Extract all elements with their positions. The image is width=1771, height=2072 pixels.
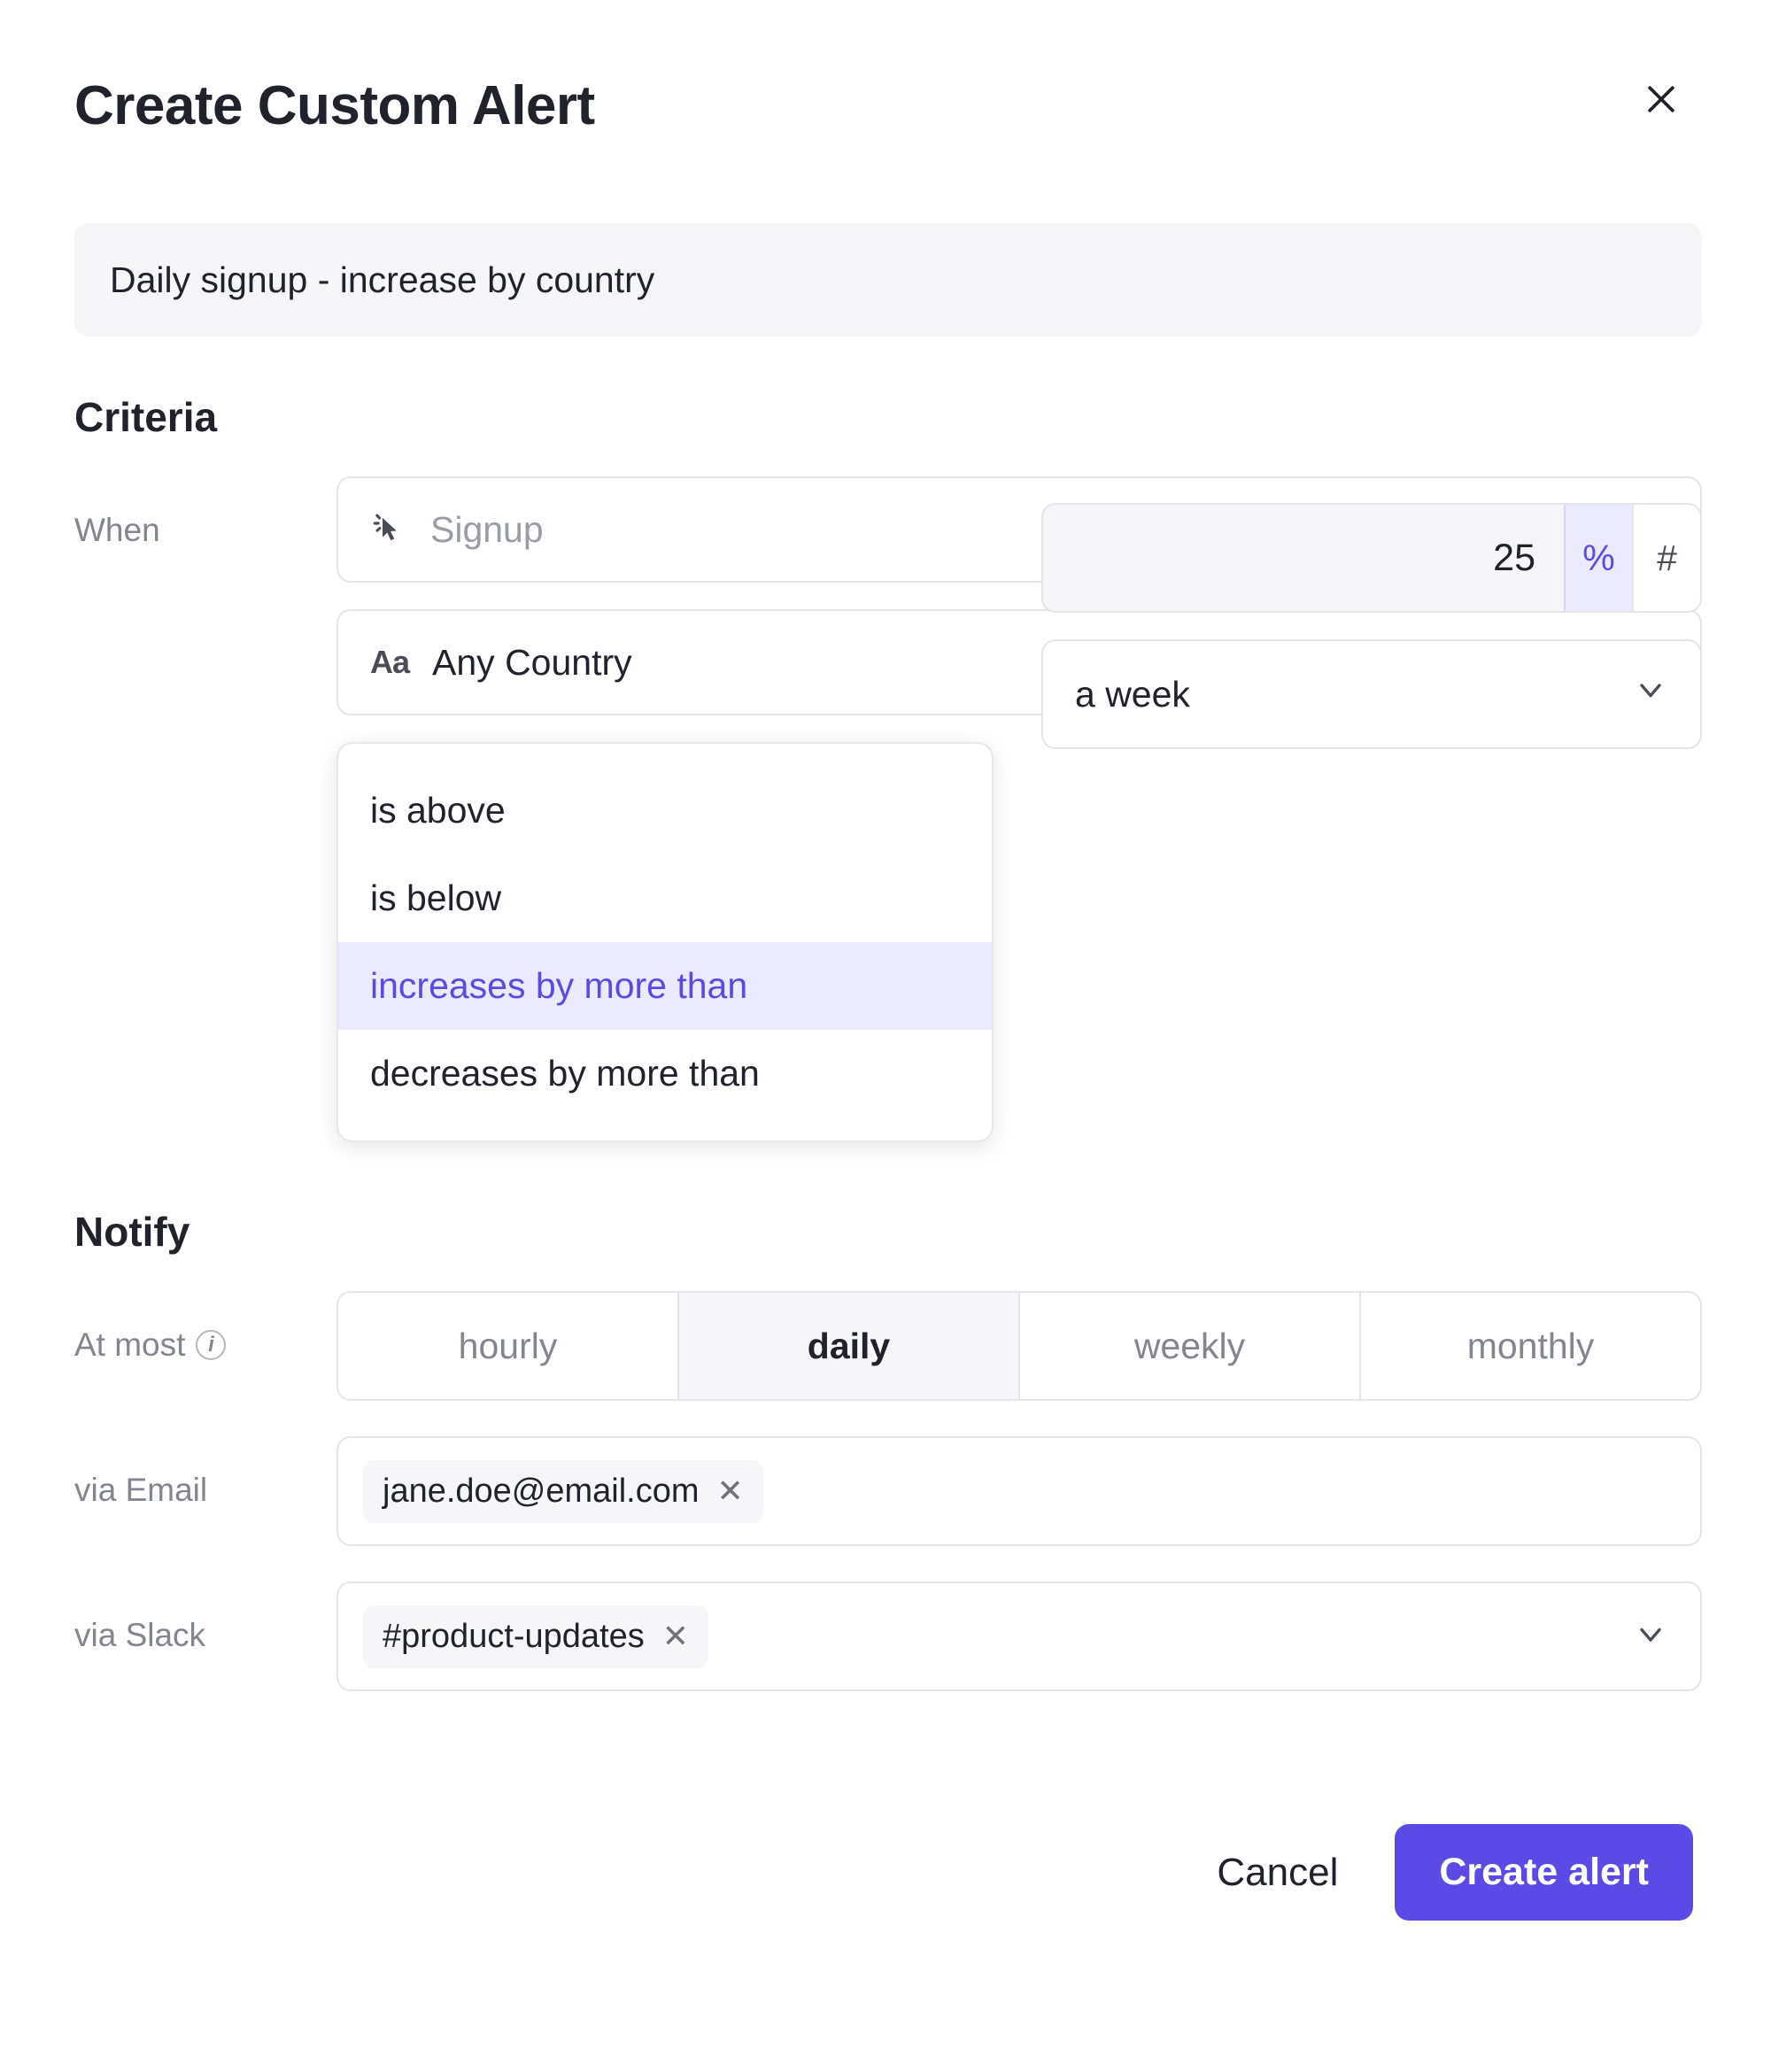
via-email-fields <box>336 1436 1702 1546</box>
via-email-row <box>74 1436 1697 1546</box>
create-alert-button[interactable]: Create alert <box>1395 1824 1693 1921</box>
dialog-footer <box>74 1824 1697 1921</box>
frequency-option-hourly[interactable]: hourly <box>338 1293 679 1399</box>
dropdown-option-is-above[interactable]: is above <box>370 790 506 831</box>
remove-slack-token-icon[interactable]: ✕ <box>661 1618 689 1654</box>
period-value: a week <box>1075 673 1190 715</box>
threshold-input[interactable] <box>1043 505 1564 611</box>
threshold-value-group <box>1041 503 1702 613</box>
remove-email-token-icon[interactable]: ✕ <box>716 1473 744 1509</box>
unit-percent-button[interactable]: % <box>1564 505 1632 611</box>
criteria-fields <box>336 476 1702 1142</box>
via-slack-fields <box>336 1581 1702 1691</box>
unit-count-button[interactable]: # <box>1632 505 1700 611</box>
cancel-button[interactable]: Cancel <box>1201 1833 1354 1913</box>
frequency-option-weekly[interactable]: weekly <box>1020 1293 1361 1399</box>
condition-dropdown-menu[interactable] <box>336 742 994 1142</box>
slack-token <box>363 1605 708 1668</box>
email-token <box>363 1460 763 1523</box>
criteria-when-row <box>74 476 1697 1142</box>
alert-name-input[interactable] <box>74 223 1702 336</box>
page-title: Create Custom Alert <box>74 75 595 136</box>
event-placeholder: Signup <box>430 508 544 550</box>
email-token-label: jane.doe@email.com <box>383 1472 700 1510</box>
at-most-label <box>74 1291 336 1364</box>
info-icon[interactable]: i <box>196 1330 226 1360</box>
notify-heading: Notify <box>74 1209 190 1255</box>
slack-token-label: #product-updates <box>383 1617 645 1655</box>
close-icon[interactable] <box>1635 73 1688 126</box>
period-select[interactable] <box>1041 639 1702 749</box>
at-most-row <box>74 1291 1697 1401</box>
via-slack-row <box>74 1581 1697 1691</box>
when-label: When <box>74 512 160 548</box>
threshold-column <box>1041 503 1702 749</box>
chevron-down-icon[interactable] <box>1633 1617 1668 1657</box>
aa-text-icon: Aa <box>370 644 410 680</box>
click-cursor-icon <box>370 511 407 548</box>
slack-channel-select[interactable] <box>336 1581 1702 1691</box>
frequency-option-monthly[interactable]: monthly <box>1361 1293 1700 1399</box>
at-most-label-text: At most <box>74 1326 186 1363</box>
criteria-heading: Criteria <box>74 394 218 440</box>
dropdown-option-is-below[interactable]: is below <box>370 878 502 918</box>
at-most-fields <box>336 1291 1702 1401</box>
dialog-header <box>74 53 1697 159</box>
frequency-segmented-control <box>336 1291 1702 1401</box>
dimension-value: Any Country <box>432 641 632 683</box>
dropdown-option-increases-by-more-than[interactable]: increases by more than <box>338 942 992 1030</box>
frequency-option-daily[interactable]: daily <box>679 1293 1020 1399</box>
via-email-label: via Email <box>74 1472 208 1508</box>
chevron-down-icon[interactable] <box>1633 672 1668 716</box>
via-slack-label: via Slack <box>74 1617 206 1653</box>
email-input[interactable] <box>336 1436 1702 1546</box>
dropdown-option-decreases-by-more-than[interactable]: decreases by more than <box>370 1053 760 1094</box>
